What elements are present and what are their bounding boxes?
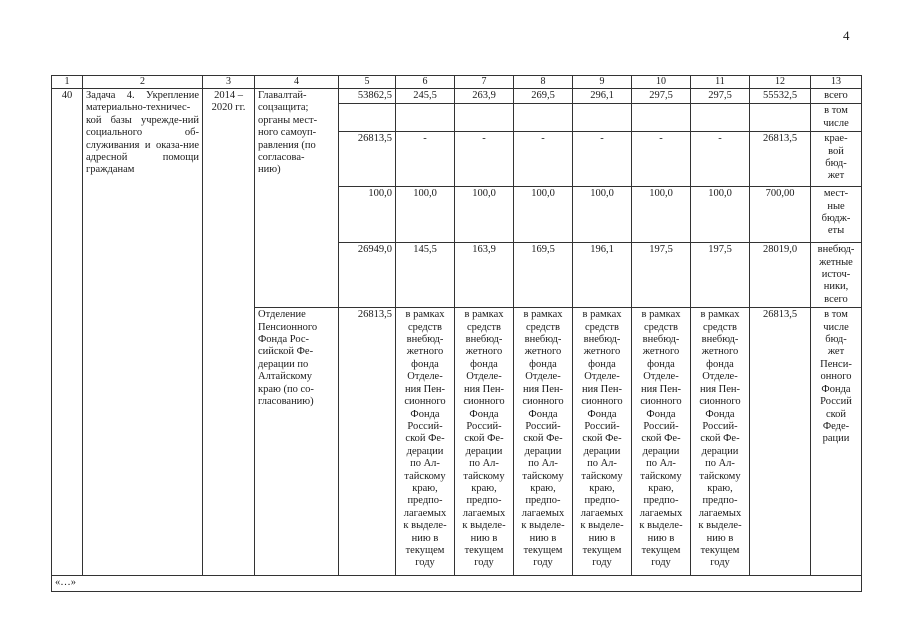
pension-fund-note-line: по Ал- bbox=[469, 458, 499, 470]
pension-fund-note-line: тайскому bbox=[463, 470, 505, 482]
pension-fund-note-line: к выделе- bbox=[639, 520, 683, 532]
pension-fund-note-line: Фонда bbox=[410, 408, 440, 420]
pension-fund-note-line: ской Фе- bbox=[464, 433, 504, 445]
source-line: онного bbox=[820, 371, 852, 383]
value-cell: - bbox=[514, 132, 573, 187]
period-line: 2014 – bbox=[214, 90, 243, 101]
header-cell: 1 bbox=[52, 76, 83, 89]
pension-fund-note-line: краю, bbox=[648, 482, 674, 494]
pension-fund-note-line: сионного bbox=[581, 396, 623, 408]
value-cell bbox=[455, 104, 514, 132]
executor-line: дерации по bbox=[258, 358, 309, 370]
header-cell: 3 bbox=[203, 76, 255, 89]
pension-fund-note-line: фонда bbox=[470, 358, 498, 370]
source-cell bbox=[811, 187, 862, 243]
source-cell bbox=[811, 243, 862, 308]
header-cell: 8 bbox=[514, 76, 573, 89]
pension-fund-note-line: ния Пен- bbox=[463, 383, 505, 395]
pension-fund-note-line: текущем bbox=[464, 544, 504, 556]
value-cell: - bbox=[396, 132, 455, 187]
value-cell: - bbox=[455, 132, 514, 187]
value-cell: 26949,0 bbox=[339, 243, 396, 308]
pension-fund-note-line: сионного bbox=[699, 396, 741, 408]
executor-line: Пенсионного bbox=[258, 321, 318, 333]
pension-fund-note-line: Фонда bbox=[587, 408, 617, 420]
pension-fund-note-line: по Ал- bbox=[410, 458, 440, 470]
pension-fund-note-line: жетного bbox=[465, 346, 503, 358]
pension-fund-note-line: по Ал- bbox=[646, 458, 676, 470]
pension-fund-note bbox=[632, 308, 691, 576]
pension-fund-note-line: текущем bbox=[641, 544, 681, 556]
value-cell: 297,5 bbox=[691, 89, 750, 104]
pension-fund-note-line: в рамках bbox=[405, 309, 445, 321]
pension-fund-note bbox=[514, 308, 573, 576]
header-cell: 13 bbox=[811, 76, 862, 89]
pension-fund-note-line: нию в bbox=[529, 532, 557, 544]
pension-fund-note-line: внебюд- bbox=[642, 334, 680, 346]
period-line: 2020 гг. bbox=[211, 102, 246, 114]
value-cell: 100,0 bbox=[339, 187, 396, 243]
executor-cell bbox=[255, 89, 339, 308]
pension-fund-note-line: внебюд- bbox=[406, 334, 444, 346]
pension-fund-note-line: Фонда bbox=[469, 408, 499, 420]
pension-fund-note-line: в рамках bbox=[641, 309, 681, 321]
pension-fund-note-line: внебюд- bbox=[701, 334, 739, 346]
pension-fund-note-line: ской Фе- bbox=[641, 433, 681, 445]
pension-fund-note bbox=[396, 308, 455, 576]
pension-fund-note-line: к выделе- bbox=[403, 520, 447, 532]
pension-fund-note-line: дерации bbox=[701, 445, 739, 457]
source-line: еты bbox=[827, 225, 845, 237]
value-cell: - bbox=[632, 132, 691, 187]
pension-fund-note-line: средств bbox=[408, 321, 442, 333]
pension-fund-note-line: предпо- bbox=[466, 495, 502, 507]
pension-fund-note-line: средств bbox=[644, 321, 678, 333]
value-cell: 100,0 bbox=[455, 187, 514, 243]
header-cell: 6 bbox=[396, 76, 455, 89]
pension-fund-note-line: в рамках bbox=[464, 309, 504, 321]
pension-fund-note-line: Фонда bbox=[528, 408, 558, 420]
value-cell bbox=[573, 104, 632, 132]
pension-fund-note-line: внебюд- bbox=[465, 334, 503, 346]
source-line: Фонда bbox=[821, 383, 851, 395]
pension-fund-note-line: Россий- bbox=[466, 420, 502, 432]
executor-line: гласованию) bbox=[258, 396, 314, 408]
pension-fund-note-line: краю, bbox=[589, 482, 615, 494]
pension-fund-note-line: Отделе- bbox=[407, 371, 443, 383]
pension-fund-note-line: Отделе- bbox=[702, 371, 738, 383]
pension-fund-note-line: дерации bbox=[465, 445, 503, 457]
pension-fund-note-line: ской Фе- bbox=[405, 433, 445, 445]
ellipsis-row bbox=[52, 576, 862, 591]
executor-line: нию) bbox=[258, 164, 281, 176]
pension-fund-note-line: Фонда bbox=[705, 408, 735, 420]
pension-fund-note-line: лагаемых bbox=[580, 507, 624, 519]
value-cell: 100,0 bbox=[396, 187, 455, 243]
pension-fund-note-line: лагаемых bbox=[462, 507, 506, 519]
pension-fund-note bbox=[455, 308, 514, 576]
pension-fund-note-line: году bbox=[592, 557, 612, 569]
pension-fund-note-line: фонда bbox=[588, 358, 616, 370]
pension-fund-note-line: средств bbox=[703, 321, 737, 333]
pension-fund-note-line: Россий- bbox=[643, 420, 679, 432]
pension-fund-note-line: году bbox=[651, 557, 671, 569]
pension-fund-note-line: дерации bbox=[583, 445, 621, 457]
pension-fund-note-line: предпо- bbox=[525, 495, 561, 507]
source-line: рации bbox=[822, 433, 850, 445]
pension-fund-note-line: нию в bbox=[706, 532, 734, 544]
pension-fund-note-line: лагаемых bbox=[521, 507, 565, 519]
pension-fund-note-line: тайскому bbox=[699, 470, 741, 482]
pension-fund-note-line: фонда bbox=[706, 358, 734, 370]
pension-fund-note-line: жетного bbox=[524, 346, 562, 358]
header-cell: 5 bbox=[339, 76, 396, 89]
source-line: ные bbox=[827, 200, 845, 212]
pension-fund-note-line: фонда bbox=[529, 358, 557, 370]
pension-fund-note-line: тайскому bbox=[640, 470, 682, 482]
program-table bbox=[51, 75, 862, 592]
pension-fund-note-line: ния Пен- bbox=[581, 383, 623, 395]
value-cell: 197,5 bbox=[691, 243, 750, 308]
value-cell: 169,5 bbox=[514, 243, 573, 308]
value-cell bbox=[339, 104, 396, 132]
value-cell: 296,1 bbox=[573, 89, 632, 104]
value-cell: 53862,5 bbox=[339, 89, 396, 104]
value-cell: 100,0 bbox=[632, 187, 691, 243]
pension-fund-note-line: текущем bbox=[582, 544, 622, 556]
pension-fund-note-line: нию в bbox=[588, 532, 616, 544]
value-cell: 26813,5 bbox=[339, 132, 396, 187]
source-line: всего bbox=[824, 90, 848, 101]
pension-fund-note-line: ской Фе- bbox=[523, 433, 563, 445]
header-cell: 11 bbox=[691, 76, 750, 89]
value-cell bbox=[514, 104, 573, 132]
value-cell: 26813,5 bbox=[750, 308, 811, 576]
pension-fund-note-line: предпо- bbox=[407, 495, 443, 507]
source-line: Россий bbox=[820, 396, 852, 408]
pension-fund-note-line: Россий- bbox=[584, 420, 620, 432]
value-cell: 100,0 bbox=[573, 187, 632, 243]
pension-fund-note-line: дерации bbox=[406, 445, 444, 457]
header-cell: 4 bbox=[255, 76, 339, 89]
source-line: источ- bbox=[821, 269, 851, 281]
source-line: числе bbox=[823, 117, 849, 129]
pension-fund-note-line: ской Фе- bbox=[582, 433, 622, 445]
pension-fund-note-line: Россий- bbox=[525, 420, 561, 432]
value-cell: - bbox=[573, 132, 632, 187]
pension-fund-note-line: тайскому bbox=[581, 470, 623, 482]
pension-fund-note-line: нию в bbox=[647, 532, 675, 544]
executor-line: соцзащита; bbox=[258, 102, 309, 114]
pension-fund-note-line: средств bbox=[526, 321, 560, 333]
pension-fund-note-line: текущем bbox=[523, 544, 563, 556]
pension-fund-note-line: к выделе- bbox=[462, 520, 506, 532]
source-line: в том bbox=[824, 309, 848, 321]
executor-cell bbox=[255, 308, 339, 576]
value-cell: 245,5 bbox=[396, 89, 455, 104]
pension-fund-note-line: краю, bbox=[530, 482, 556, 494]
executor-line: Отделение bbox=[258, 309, 306, 321]
value-cell: 297,5 bbox=[632, 89, 691, 104]
value-cell: 263,9 bbox=[455, 89, 514, 104]
value-cell bbox=[750, 104, 811, 132]
pension-fund-note-line: в рамках bbox=[700, 309, 740, 321]
source-line: в том bbox=[824, 105, 848, 117]
pension-fund-note-line: ния Пен- bbox=[640, 383, 682, 395]
executor-line: Главалтай- bbox=[258, 90, 307, 101]
source-line: Пенси- bbox=[820, 358, 852, 370]
pension-fund-note-line: краю, bbox=[412, 482, 438, 494]
value-cell bbox=[691, 104, 750, 132]
pension-fund-note-line: жетного bbox=[701, 346, 739, 358]
value-cell: 55532,5 bbox=[750, 89, 811, 104]
pension-fund-note-line: в рамках bbox=[523, 309, 563, 321]
pension-fund-note-line: текущем bbox=[405, 544, 445, 556]
pension-fund-note-line: фонда bbox=[411, 358, 439, 370]
source-line: жет bbox=[827, 170, 845, 182]
pension-fund-note-line: ской Фе- bbox=[700, 433, 740, 445]
pension-fund-note-line: внебюд- bbox=[583, 334, 621, 346]
task-description: Задача 4. Укрепление материально-техничес-кой базы учрежде-ний социального об-служивания и оказа-ние адресной помощи гражданам bbox=[83, 89, 203, 576]
pension-fund-note-line: к выделе- bbox=[521, 520, 565, 532]
value-cell: 26813,5 bbox=[339, 308, 396, 576]
pension-fund-note-line: сионного bbox=[640, 396, 682, 408]
executor-line: ного самоуп- bbox=[258, 127, 317, 139]
pension-fund-note-line: тайскому bbox=[404, 470, 446, 482]
executor-line: согласова- bbox=[258, 152, 305, 164]
value-cell: 100,0 bbox=[691, 187, 750, 243]
pension-fund-note-line: по Ал- bbox=[705, 458, 735, 470]
source-line: жет bbox=[827, 346, 845, 358]
pension-fund-note-line: краю, bbox=[707, 482, 733, 494]
source-line: всего bbox=[824, 293, 848, 305]
value-cell: 163,9 bbox=[455, 243, 514, 308]
pension-fund-note-line: лагаемых bbox=[698, 507, 742, 519]
pension-fund-note bbox=[691, 308, 750, 576]
value-cell: 26813,5 bbox=[750, 132, 811, 187]
value-cell: 100,0 bbox=[514, 187, 573, 243]
pension-fund-note-line: предпо- bbox=[584, 495, 620, 507]
pension-fund-note-line: жетного bbox=[406, 346, 444, 358]
source-line: бюдж- bbox=[821, 213, 851, 225]
pension-fund-note-line: Отделе- bbox=[525, 371, 561, 383]
pension-fund-note-line: Россий- bbox=[702, 420, 738, 432]
pension-fund-note-line: Отделе- bbox=[643, 371, 679, 383]
source-line: вой bbox=[828, 145, 844, 157]
pension-fund-note-line: предпо- bbox=[643, 495, 679, 507]
ellipsis-cell bbox=[52, 576, 862, 591]
table-row bbox=[52, 89, 862, 104]
executor-line: Алтайскому bbox=[258, 371, 312, 383]
pension-fund-note-line: тайскому bbox=[522, 470, 564, 482]
header-row bbox=[52, 76, 862, 89]
source-cell bbox=[811, 132, 862, 187]
pension-fund-note-line: предпо- bbox=[702, 495, 738, 507]
pension-fund-note-line: средств bbox=[467, 321, 501, 333]
header-cell: 9 bbox=[573, 76, 632, 89]
source-line: бюд- bbox=[825, 158, 847, 170]
value-cell: 28019,0 bbox=[750, 243, 811, 308]
source-line: бюд- bbox=[825, 334, 847, 346]
source-line: мест- bbox=[823, 188, 849, 200]
executor-line: Фонда Рос- bbox=[258, 334, 310, 346]
pension-fund-note-line: году bbox=[710, 557, 730, 569]
value-cell bbox=[396, 104, 455, 132]
pension-fund-note-line: по Ал- bbox=[528, 458, 558, 470]
executor-line: равления (по bbox=[258, 139, 316, 151]
source-cell bbox=[811, 89, 862, 104]
header-cell: 12 bbox=[750, 76, 811, 89]
pension-fund-note-line: фонда bbox=[647, 358, 675, 370]
pension-fund-note-line: ния Пен- bbox=[522, 383, 564, 395]
executor-line: сийской Фе- bbox=[258, 346, 314, 358]
source-line: крае- bbox=[824, 133, 848, 145]
source-cell bbox=[811, 308, 862, 576]
pension-fund-note-line: к выделе- bbox=[698, 520, 742, 532]
row-number: 40 bbox=[52, 89, 83, 576]
pension-fund-note-line: ния Пен- bbox=[404, 383, 446, 395]
value-cell: 700,00 bbox=[750, 187, 811, 243]
source-line: Феде- bbox=[822, 420, 850, 432]
pension-fund-note-line: по Ал- bbox=[587, 458, 617, 470]
pension-fund-note-line: внебюд- bbox=[524, 334, 562, 346]
header-cell: 10 bbox=[632, 76, 691, 89]
source-line: жетные bbox=[819, 256, 853, 268]
pension-fund-note-line: в рамках bbox=[582, 309, 622, 321]
pension-fund-note-line: жетного bbox=[642, 346, 680, 358]
source-line: внебюд- bbox=[817, 244, 855, 256]
pension-fund-note-line: лагаемых bbox=[639, 507, 683, 519]
pension-fund-note-line: к выделе- bbox=[580, 520, 624, 532]
pension-fund-note-line: году bbox=[474, 557, 494, 569]
source-line: ской bbox=[825, 408, 847, 420]
pension-fund-note-line: средств bbox=[585, 321, 619, 333]
pension-fund-note-line: текущем bbox=[700, 544, 740, 556]
source-line: числе bbox=[823, 321, 849, 333]
page-number: 4 bbox=[843, 28, 850, 43]
pension-fund-note bbox=[573, 308, 632, 576]
pension-fund-note-line: краю, bbox=[471, 482, 497, 494]
pension-fund-note-line: Фонда bbox=[646, 408, 676, 420]
pension-fund-note-line: Россий- bbox=[407, 420, 443, 432]
pension-fund-note-line: Отделе- bbox=[584, 371, 620, 383]
pension-fund-note-line: Отделе- bbox=[466, 371, 502, 383]
value-cell: 269,5 bbox=[514, 89, 573, 104]
source-cell bbox=[811, 104, 862, 132]
ellipsis-text: «…» bbox=[55, 577, 76, 589]
value-cell: 196,1 bbox=[573, 243, 632, 308]
pension-fund-note-line: сионного bbox=[404, 396, 446, 408]
pension-fund-note-line: жетного bbox=[583, 346, 621, 358]
executor-line: органы мест- bbox=[258, 114, 318, 126]
pension-fund-note-line: ния Пен- bbox=[699, 383, 741, 395]
pension-fund-note-line: дерации bbox=[642, 445, 680, 457]
source-line: ники, bbox=[823, 281, 849, 293]
pension-fund-note-line: сионного bbox=[463, 396, 505, 408]
pension-fund-note-line: году bbox=[415, 557, 435, 569]
value-cell bbox=[632, 104, 691, 132]
pension-fund-note-line: нию в bbox=[470, 532, 498, 544]
executor-line: краю (по со- bbox=[258, 383, 314, 395]
header-cell: 7 bbox=[455, 76, 514, 89]
pension-fund-note-line: нию в bbox=[411, 532, 439, 544]
header-cell: 2 bbox=[83, 76, 203, 89]
pension-fund-note-line: дерации bbox=[524, 445, 562, 457]
value-cell: - bbox=[691, 132, 750, 187]
pension-fund-note-line: году bbox=[533, 557, 553, 569]
pension-fund-note-line: лагаемых bbox=[403, 507, 447, 519]
value-cell: 145,5 bbox=[396, 243, 455, 308]
pension-fund-note-line: сионного bbox=[522, 396, 564, 408]
period-cell bbox=[203, 89, 255, 576]
value-cell: 197,5 bbox=[632, 243, 691, 308]
